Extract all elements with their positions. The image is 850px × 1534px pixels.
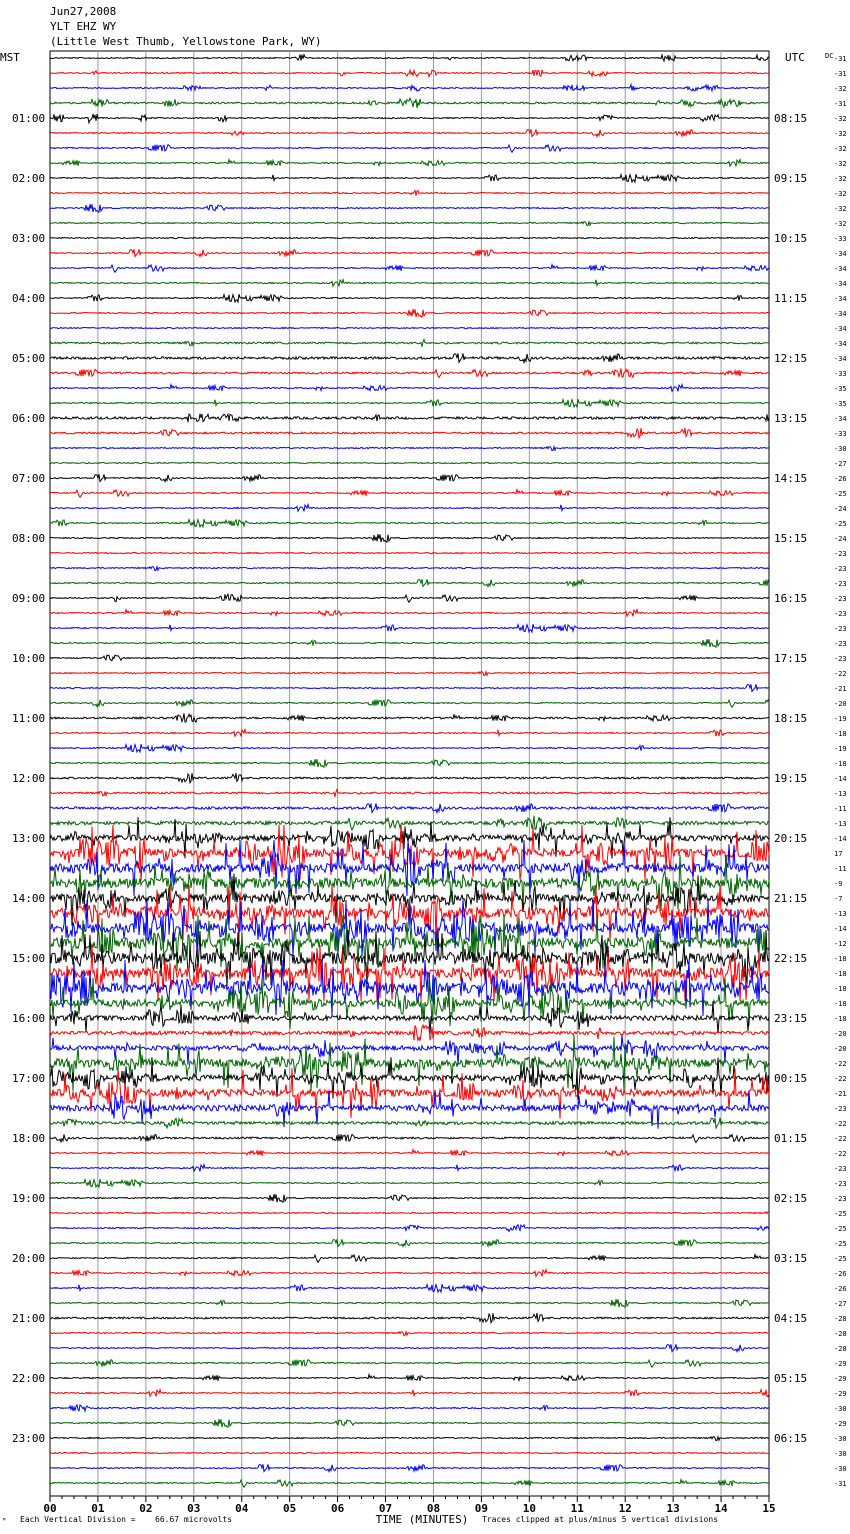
corner-mark: ᴹ	[2, 1517, 7, 1525]
trace-line	[50, 191, 769, 196]
x-axis-label: TIME (MINUTES)	[375, 1513, 469, 1526]
dc-offset-label: -33	[834, 370, 847, 378]
trace-line	[50, 1452, 769, 1453]
trace-line	[50, 385, 769, 392]
dc-offset-label: -32	[834, 115, 847, 123]
trace-line	[50, 340, 769, 347]
x-tick-label: 06	[330, 1502, 345, 1515]
mst-hour-label: 17:00	[12, 1072, 46, 1085]
dc-offset-label: -23	[834, 580, 847, 588]
mst-hour-label: 15:00	[12, 952, 46, 965]
dc-offset-label: -25	[834, 1255, 847, 1263]
dc-offset-label: -32	[834, 175, 847, 183]
trace-line	[50, 1332, 769, 1336]
dc-offset-label: -32	[834, 145, 847, 153]
trace-line	[50, 309, 769, 317]
utc-hour-label: 22:15	[774, 952, 808, 965]
dc-offset-label: -11	[834, 805, 847, 813]
trace-line	[50, 519, 769, 527]
utc-hour-label: 21:15	[774, 892, 808, 905]
trace-line	[50, 98, 769, 108]
dc-offset-label: -23	[834, 655, 847, 663]
dc-offset-label: -13	[834, 790, 847, 798]
trace-line	[50, 1194, 769, 1202]
dc-offset-label: -19	[834, 745, 847, 753]
plot-footer	[0, 1513, 850, 1533]
dc-offset-label: -33	[834, 430, 847, 438]
utc-hour-label: 23:15	[774, 1012, 808, 1025]
dc-offset-label: -18	[834, 970, 847, 978]
trace-line	[50, 1313, 769, 1323]
trace-line	[50, 145, 769, 153]
mst-hour-label: 02:00	[12, 172, 46, 185]
mst-hour-label: 16:00	[12, 1012, 46, 1025]
dc-offset-label: -22	[834, 1075, 847, 1083]
dc-offset-label: -34	[834, 250, 847, 258]
trace-line	[50, 639, 769, 647]
trace-line	[50, 1035, 769, 1091]
x-tick-label: 12	[618, 1502, 632, 1515]
dc-offset-label: -22	[834, 670, 847, 678]
trace-line	[50, 447, 769, 451]
dc-offset-label: -30	[834, 445, 847, 453]
trace-line	[50, 1134, 769, 1142]
mst-hour-label: 12:00	[12, 772, 46, 785]
trace-line	[50, 55, 769, 62]
trace-line	[50, 204, 769, 212]
station-location: (Little West Thumb, Yellowstone Park, WY)	[50, 35, 322, 48]
x-tick-label: 03	[187, 1502, 201, 1515]
dc-offset-label: -29	[834, 1390, 847, 1398]
utc-hour-label: 06:15	[774, 1432, 808, 1445]
mst-hour-label: 21:00	[12, 1312, 46, 1325]
dc-offset-label: -27	[834, 460, 847, 468]
dc-offset-label: -32	[834, 220, 847, 228]
dc-offset-label: -14	[834, 835, 847, 843]
utc-hour-label: 05:15	[774, 1372, 808, 1385]
mst-hour-label: 07:00	[12, 472, 46, 485]
dc-offset-label: -25	[834, 520, 847, 528]
dc-offset-label: 17	[834, 850, 843, 858]
dc-offset-label: -34	[834, 310, 847, 318]
utc-hour-label: 13:15	[774, 412, 808, 425]
dc-offset-label: -21	[834, 685, 847, 693]
mst-hour-label: 18:00	[12, 1132, 46, 1145]
trace-line	[50, 249, 769, 256]
trace-line	[50, 825, 769, 881]
trace-line	[50, 816, 769, 830]
dc-offset-label: -22	[834, 1060, 847, 1068]
mst-hour-label: 22:00	[12, 1372, 46, 1385]
dc-offset-label: -27	[834, 1300, 847, 1308]
dc-offset-label: -25	[834, 490, 847, 498]
dc-offset-label: -14	[834, 925, 847, 933]
trace-line	[50, 474, 769, 481]
trace-line	[50, 759, 769, 767]
trace-line	[50, 790, 769, 797]
dc-offset-label: -34	[834, 415, 847, 423]
trace-line	[50, 1179, 769, 1187]
dc-offset-label: -13	[834, 910, 847, 918]
trace-line	[50, 1419, 769, 1427]
dc-offset-label: -22	[834, 1135, 847, 1143]
dc-offset-label: -18	[834, 985, 847, 993]
dc-offset-label: -35	[834, 385, 847, 393]
trace-line	[50, 1299, 769, 1307]
x-tick-label: 00	[43, 1502, 57, 1515]
station-code: YLT EHZ WY	[50, 20, 117, 33]
x-tick-label: 11	[570, 1502, 584, 1515]
dc-offset-label: -30	[834, 1405, 847, 1413]
trace-line	[50, 534, 769, 542]
dc-offset-label: -19	[834, 715, 847, 723]
trace-line	[50, 428, 769, 438]
trace-line	[50, 160, 769, 167]
utc-hour-label: 09:15	[774, 172, 808, 185]
dc-offset-label: -31	[834, 70, 847, 78]
dc-offset-label: -23	[834, 550, 847, 558]
dc-offset-label: -22	[834, 1120, 847, 1128]
utc-hour-label: 08:15	[774, 112, 808, 125]
x-tick-label: 09	[474, 1502, 489, 1515]
trace-line	[50, 327, 769, 328]
dc-offset-label: -28	[834, 1330, 847, 1338]
dc-offset-label: -12	[834, 940, 847, 948]
trace-line	[50, 505, 769, 512]
dc-offset-label: -34	[834, 325, 847, 333]
seismic-traces	[50, 55, 769, 1488]
mst-hour-label: 06:00	[12, 412, 46, 425]
x-tick-label: 15	[762, 1502, 776, 1515]
dc-offset-label: -31	[834, 1480, 847, 1488]
trace-line	[50, 1375, 769, 1381]
dc-offset-label: -23	[834, 1105, 847, 1113]
mst-hour-label: 08:00	[12, 532, 46, 545]
dc-offset-label: -21	[834, 1090, 847, 1098]
trace-line	[50, 1212, 769, 1214]
trace-line	[50, 655, 769, 661]
mst-axis-label: MST	[0, 51, 20, 64]
dc-offset-label: -34	[834, 340, 847, 348]
trace-line	[50, 174, 769, 182]
dc-offset-label: -23	[834, 625, 847, 633]
mst-hour-label: 20:00	[12, 1252, 46, 1265]
dc-offset-label: -23	[834, 1180, 847, 1188]
trace-line	[50, 1437, 769, 1441]
dc-offset-label: -18	[834, 1000, 847, 1008]
dc-offset-label: -32	[834, 190, 847, 198]
dc-offset-label: -31	[834, 100, 847, 108]
mst-hour-label: 10:00	[12, 652, 46, 665]
trace-line	[50, 672, 769, 676]
utc-hour-label: 14:15	[774, 472, 808, 485]
dc-offset-label: -31	[834, 55, 847, 63]
utc-hour-label: 04:15	[774, 1312, 808, 1325]
dc-offset-label: -25	[834, 1210, 847, 1218]
trace-line	[50, 684, 769, 691]
dc-offset-label: -18	[834, 760, 847, 768]
trace-line	[50, 773, 769, 783]
utc-hour-label: 16:15	[774, 592, 808, 605]
dc-offset-label: -32	[834, 205, 847, 213]
trace-line	[50, 1239, 769, 1246]
dc-offset-label: -23	[834, 610, 847, 618]
trace-line	[50, 803, 769, 812]
x-tick-label: 01	[91, 1502, 105, 1515]
division-note: Each Vertical Division =	[20, 1515, 136, 1524]
dc-offset-label: -34	[834, 295, 847, 303]
trace-line	[50, 1165, 769, 1172]
utc-hour-label: 11:15	[774, 292, 808, 305]
dc-offset-label: -26	[834, 1270, 847, 1278]
dc-offset-label: -18	[834, 955, 847, 963]
utc-hour-label: 19:15	[774, 772, 808, 785]
dc-offset-label: -23	[834, 595, 847, 603]
trace-line	[50, 713, 769, 722]
dc-offset-label: -30	[834, 1465, 847, 1473]
x-tick-label: 02	[139, 1502, 153, 1515]
dc-offset-label: -34	[834, 280, 847, 288]
utc-hour-label: 12:15	[774, 352, 808, 365]
trace-line	[50, 399, 769, 407]
plot-date: Jun27,2008	[50, 5, 117, 18]
trace-line	[50, 368, 769, 377]
dc-offset-label: -11	[834, 865, 847, 873]
mst-hour-label: 05:00	[12, 352, 46, 365]
trace-line	[50, 1001, 769, 1033]
trace-line	[50, 624, 769, 632]
dc-offset-label: -23	[834, 1195, 847, 1203]
trace-line	[50, 1480, 769, 1488]
dc-offset-label: -33	[834, 235, 847, 243]
x-tick-label: 14	[714, 1502, 728, 1515]
x-tick-label: 08	[426, 1502, 441, 1515]
utc-axis-label: UTC	[785, 51, 805, 64]
trace-line	[50, 930, 769, 986]
trace-line	[50, 579, 769, 586]
trace-line	[50, 222, 769, 226]
x-tick-label: 07	[378, 1502, 393, 1515]
dc-offset-label: -34	[834, 265, 847, 273]
utc-hour-label: 00:15	[774, 1072, 808, 1085]
trace-line	[50, 744, 769, 752]
dc-offset-label: -30	[834, 1435, 847, 1443]
dc-offset-label: -7	[834, 895, 843, 903]
utc-hour-label: 02:15	[774, 1192, 808, 1205]
trace-line	[50, 594, 769, 602]
dc-offset-label: -20	[834, 700, 847, 708]
trace-line	[50, 1118, 769, 1128]
trace-line	[50, 414, 769, 423]
dc-offset-label: -24	[834, 535, 847, 543]
dc-offset-label: -26	[834, 1285, 847, 1293]
utc-hour-label: 01:15	[774, 1132, 808, 1145]
dc-offset-label: -25	[834, 1225, 847, 1233]
dc-offset-label: -32	[834, 130, 847, 138]
dc-offset-label: -13	[834, 820, 847, 828]
dc-offset-label: -18	[834, 730, 847, 738]
trace-line	[50, 265, 769, 273]
mst-hour-label: 13:00	[12, 832, 46, 845]
dc-offset-label: -28	[834, 1315, 847, 1323]
dc-offset-label: -22	[834, 1150, 847, 1158]
dc-offset-label: -23	[834, 640, 847, 648]
trace-line	[50, 1270, 769, 1277]
division-value: 66.67 microvolts	[155, 1515, 233, 1524]
mst-hour-label: 14:00	[12, 892, 46, 905]
trace-line	[50, 353, 769, 362]
utc-hour-label: 18:15	[774, 712, 808, 725]
dc-offset-label: -23	[834, 1165, 847, 1173]
trace-line	[50, 610, 769, 617]
trace-line	[50, 462, 769, 463]
dc-offset-label: -29	[834, 1420, 847, 1428]
dc-offset-label: -35	[834, 400, 847, 408]
trace-line	[50, 1405, 769, 1411]
trace-line	[50, 1344, 769, 1351]
mst-hour-label: 03:00	[12, 232, 46, 245]
trace-line	[50, 1150, 769, 1156]
dc-offset-label: -32	[834, 85, 847, 93]
trace-line	[50, 490, 769, 498]
x-tick-label: 13	[666, 1502, 680, 1515]
utc-hour-label: 17:15	[774, 652, 808, 665]
mst-hour-label: 23:00	[12, 1432, 46, 1445]
dc-offset-label: -24	[834, 505, 847, 513]
utc-hour-label: 03:15	[774, 1252, 808, 1265]
trace-line	[50, 1025, 769, 1041]
x-tick-label: 04	[235, 1502, 249, 1515]
trace-line	[50, 1360, 769, 1368]
trace-line	[50, 1464, 769, 1471]
dc-offset-label: -20	[834, 1045, 847, 1053]
trace-line	[50, 700, 769, 708]
utc-hour-label: 15:15	[774, 532, 808, 545]
trace-line	[50, 1255, 769, 1263]
mst-hour-label: 19:00	[12, 1192, 46, 1205]
trace-line	[50, 85, 769, 91]
utc-hour-label: 10:15	[774, 232, 808, 245]
x-tick-label: 10	[522, 1502, 536, 1515]
clip-note: Traces clipped at plus/minus 5 vertical divisions	[482, 1515, 719, 1524]
dc-offset-label: -34	[834, 355, 847, 363]
dc-offset-label: -26	[834, 475, 847, 483]
dc-offset-label: -9	[834, 880, 843, 888]
trace-line	[50, 840, 769, 896]
trace-line	[50, 1284, 769, 1292]
axis-labels	[0, 51, 847, 1526]
x-tick-label: 05	[283, 1502, 297, 1515]
dc-offset-label: -29	[834, 1375, 847, 1383]
dc-offset-label: -29	[834, 1360, 847, 1368]
trace-line	[50, 294, 769, 302]
mst-hour-label: 09:00	[12, 592, 46, 605]
mst-hour-label: 04:00	[12, 292, 46, 305]
trace-line	[50, 129, 769, 136]
trace-line	[50, 1390, 769, 1397]
trace-line	[50, 237, 769, 238]
utc-hour-label: 20:15	[774, 832, 808, 845]
dc-offset-label: -20	[834, 1030, 847, 1038]
mst-hour-label: 11:00	[12, 712, 46, 725]
dc-offset-label: -18	[834, 1015, 847, 1023]
dc-offset-label: -14	[834, 775, 847, 783]
dc-offset-label: -23	[834, 565, 847, 573]
dc-offset-label: -28	[834, 1345, 847, 1353]
trace-line	[50, 730, 769, 737]
trace-line	[50, 567, 769, 571]
trace-line	[50, 280, 769, 287]
mst-hour-label: 01:00	[12, 112, 46, 125]
trace-line	[50, 70, 769, 77]
trace-line	[50, 114, 769, 123]
dc-offset-label: -25	[834, 1240, 847, 1248]
trace-line	[50, 552, 769, 553]
trace-line	[50, 1225, 769, 1232]
dc-offset-label: -30	[834, 1450, 847, 1458]
dc-offset-label: -32	[834, 160, 847, 168]
dc-label: DC	[825, 52, 834, 60]
